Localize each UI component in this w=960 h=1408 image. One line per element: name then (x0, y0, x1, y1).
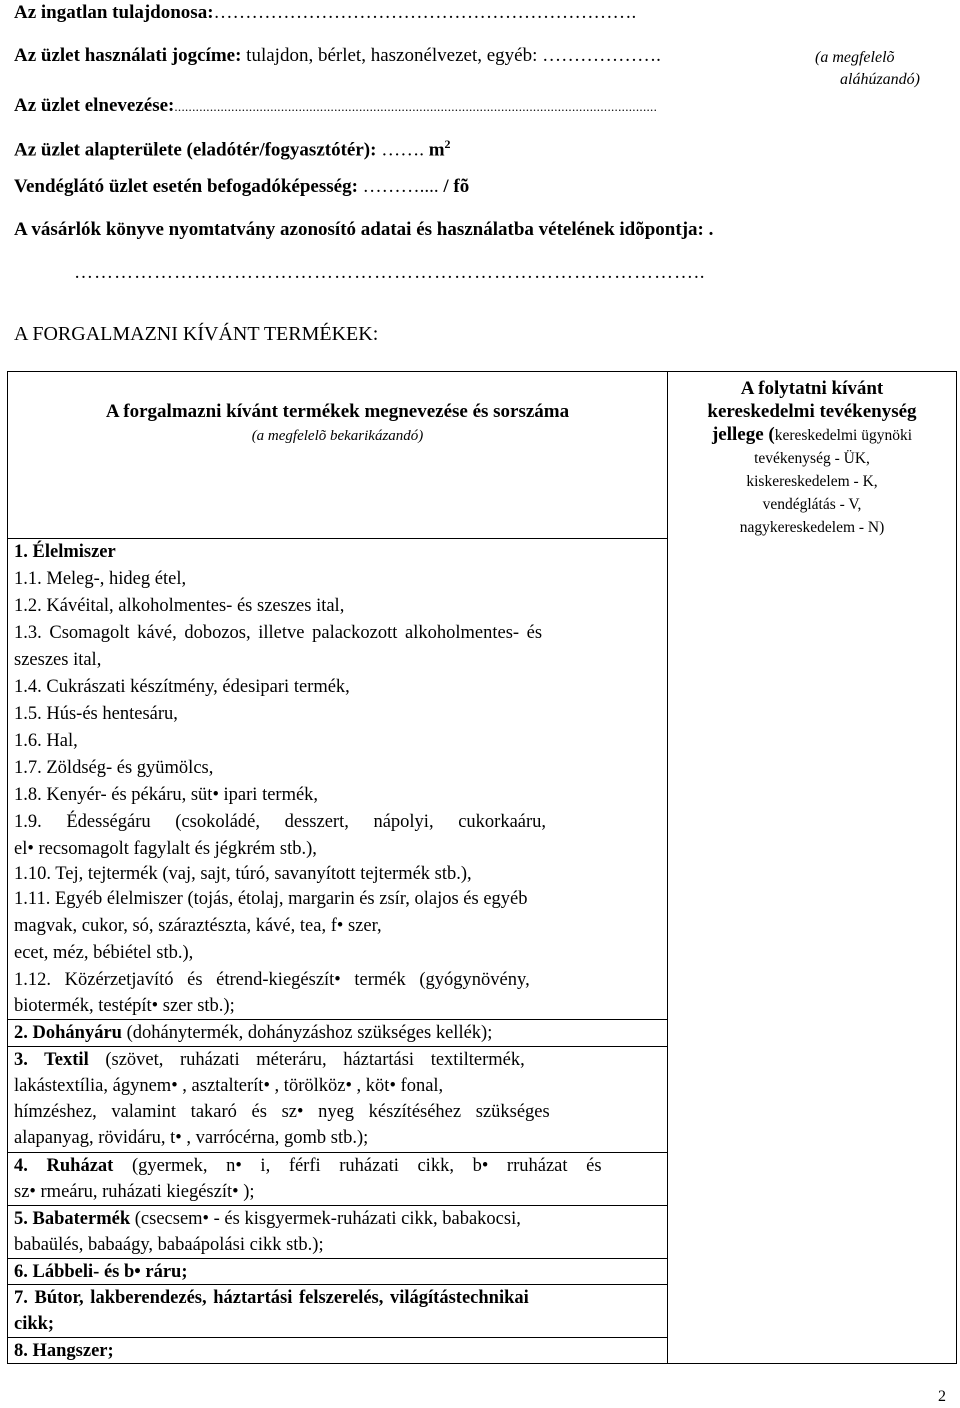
area-label: Az üzlet alapterülete (eladótér/fogyasztótér): (14, 139, 377, 161)
use-note-2: aláhúzandó) (840, 71, 920, 88)
item-3a (14, 1047, 657, 1073)
item-1-3b: szeszes ital, (14, 650, 102, 670)
item-5-bold: 5. Babatermék (14, 1209, 131, 1229)
capacity-unit: / fõ (443, 176, 470, 197)
right-head-line1: A folytatni kívánt (740, 378, 884, 399)
area-dots: ……. (376, 139, 429, 161)
item-3d: alapanyag, rövidáru, t• , varrócérna, gomb stb.); (14, 1128, 369, 1148)
item-1-6: 1.6. Hal, (14, 731, 78, 751)
right-head-line2: kereskedelmi tevékenység (707, 401, 917, 422)
use-label: Az üzlet használati jogcíme: (14, 45, 242, 66)
item-1-9b: el• recsomagolt fagylalt és jégkrém stb.), (14, 839, 317, 859)
right-head (667, 377, 957, 539)
use-line (14, 45, 661, 67)
item-4-bold: 4. Ruházat (14, 1156, 114, 1176)
page-number: 2 (938, 1388, 946, 1405)
item-1-3a: 1.3. Csomagolt kávé, dobozos, illetve palackozott alkoholmentes- és (14, 623, 543, 643)
name-line (14, 95, 657, 118)
item-3c: hímzéshez, valamint takaró és sz• nyeg készítéséhez szükséges (14, 1102, 550, 1122)
item-2-rest: (dohánytermék, dohányzáshoz szükséges kellék); (121, 1023, 493, 1043)
section-title: A FORGALMAZNI KÍVÁNT TERMÉKEK: (14, 323, 379, 345)
right-head-line3: jellege ( (711, 424, 775, 445)
book-label: A vásárlók könyve nyomtatvány azonosító adatai és használatba vételének idõpontja: . (14, 219, 714, 240)
right-head-small2: tevékenység - ÜK, (754, 450, 870, 467)
item-6: 6. Lábbeli- és b• ráru; (14, 1262, 188, 1282)
area-unit: m (428, 139, 445, 161)
use-options: tulajdon, bérlet, haszonélvezet, egyéb: (246, 45, 538, 66)
item-3a-rest: (szövet, ruházati méteráru, háztartási textiltermék, (88, 1050, 525, 1070)
item-1-5: 1.5. Hús-és hentesáru, (14, 704, 178, 724)
item-7a: 7. Bútor, lakberendezés, háztartási felszerelés, világítástechnikai (14, 1288, 529, 1308)
item-4b: sz• rmeáru, ruházati kiegészít• ); (14, 1182, 255, 1202)
area-line (14, 133, 451, 161)
name-dots: ........................................................................................................................................ (174, 99, 658, 114)
use-dots: ………………. (537, 45, 661, 66)
book-dots: ………………………………………………………………………………….. (74, 262, 706, 283)
item-1-2: 1.2. Kávéital, alkoholmentes- és szeszes ital, (14, 596, 345, 616)
capacity-label: Vendéglátó üzlet esetén befogadóképesség: (14, 176, 358, 197)
item-1-7: 1.7. Zöldség- és gyümölcs, (14, 758, 214, 778)
book-line (14, 219, 713, 241)
item-1-1: 1.1. Meleg-, hideg étel, (14, 569, 187, 589)
item-1-10: 1.10. Tej, tejtermék (vaj, sajt, túró, savanyított tejtermék stb.), (14, 864, 472, 884)
item-1-11b: magvak, cukor, só, száraztészta, kávé, tea, f• szer, (14, 916, 382, 936)
item-1: 1. Élelmiszer (14, 542, 116, 562)
item-1-11c: ecet, méz, bébiétel stb.), (14, 943, 194, 963)
item-3b: lakástextília, ágynem• , asztalterít• , törölköz• , köt• fonal, (14, 1076, 444, 1096)
item-5a-rest: (csecsem• - és kisgyermek-ruházati cikk, babakocsi, (130, 1209, 521, 1229)
item-1-12a: 1.12. Közérzetjavító és étrend-kiegészít• termék (gyógynövény, (14, 970, 530, 990)
owner-line (14, 2, 636, 24)
capacity-dots: ……….... (357, 176, 444, 197)
item-5b: babaülés, babaágy, babaápolási cikk stb.); (14, 1235, 324, 1255)
right-head-small1: kereskedelmi ügynöki (774, 427, 913, 444)
item-5a (14, 1206, 657, 1232)
use-note-1: (a megfelelõ (815, 49, 895, 66)
item-2 (14, 1020, 657, 1046)
owner-dots: …………………………………………………………. (213, 2, 637, 23)
item-2-bold: 2. Dohányáru (14, 1023, 122, 1043)
item-7b: cikk; (14, 1314, 55, 1334)
right-head-small4: vendéglátás - V, (762, 496, 862, 513)
area-sup: 2 (444, 137, 451, 151)
left-head-note: (a megfelelõ bekarikázandó) (251, 428, 424, 444)
item-4a-rest: (gyermek, n• i, férfi ruházati cikk, b• rruházat és (113, 1156, 602, 1176)
item-1-12b: biotermék, testépít• szer stb.); (14, 996, 235, 1016)
item-1-4: 1.4. Cukrászati készítmény, édesipari termék, (14, 677, 350, 697)
item-1-11a: 1.11. Egyéb élelmiszer (tojás, étolaj, margarin és zsír, olajos és egyéb (14, 889, 528, 909)
item-8: 8. Hangszer; (14, 1341, 114, 1361)
item-3-bold: 3. Textil (14, 1050, 89, 1070)
right-head-small3: kiskereskedelem - K, (746, 473, 878, 490)
left-head: A forgalmazni kívánt termékek megnevezése és sorszáma (105, 401, 570, 422)
item-1-8: 1.8. Kenyér- és pékáru, süt• ipari termék, (14, 785, 319, 805)
capacity-line (14, 176, 469, 198)
item-4a (14, 1153, 657, 1179)
item-1-9a: 1.9. Édességáru (csokoládé, desszert, nápolyi, cukorkaáru, (14, 812, 547, 832)
name-label: Az üzlet elnevezése: (14, 95, 175, 116)
right-head-small5: nagykereskedelem - N) (739, 519, 885, 536)
owner-label: Az ingatlan tulajdonosa: (14, 2, 214, 23)
